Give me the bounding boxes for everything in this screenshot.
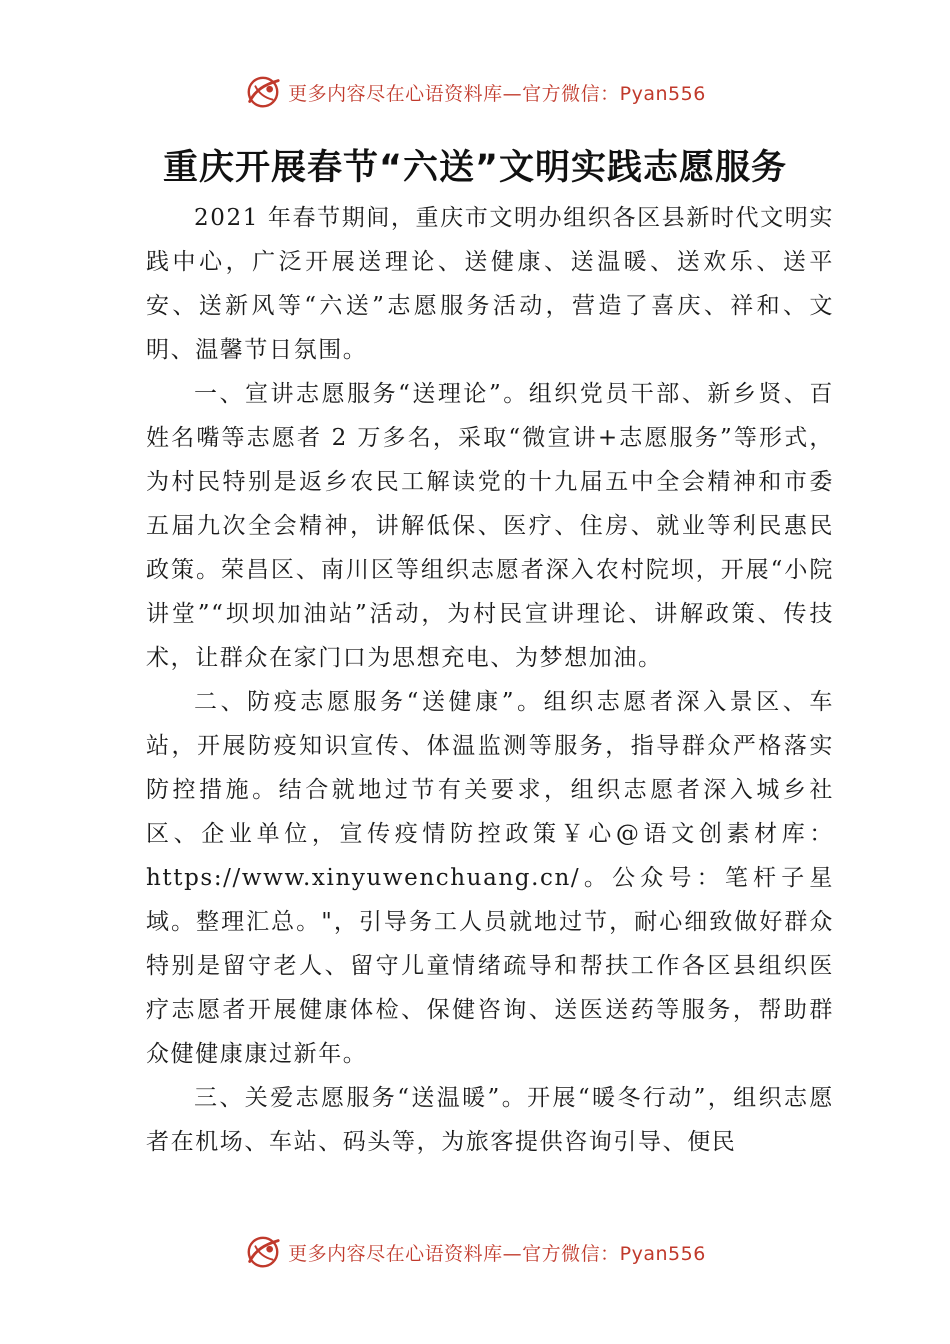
document-body	[146, 196, 834, 1164]
paragraph-section-3: 三、关爱志愿服务“送温暖”。开展“暖冬行动”，组织志愿者在机场、车站、码头等，为旅客提供咨询引导、便民	[146, 1085, 834, 1155]
watermark-text: 更多内容尽在心语资料库—官方微信：Pyan556	[288, 82, 706, 105]
paragraph-intro: 2021 年春节期间，重庆市文明办组织各区县新时代文明实践中心，广泛开展送理论、送健康、送温暖、送欢乐、送平安、送新风等“六送”志愿服务活动，营造了喜庆、祥和、文明、温馨节日氛围。	[146, 205, 834, 363]
logo-icon	[244, 73, 282, 111]
logo-icon	[244, 1233, 282, 1271]
watermark-text: 更多内容尽在心语资料库—官方微信：Pyan556	[288, 1242, 706, 1265]
paragraph-section-1: 一、宣讲志愿服务“送理论”。组织党员干部、新乡贤、百姓名嘴等志愿者 2 万多名，采取“微宣讲+志愿服务”等形式，为村民特别是返乡农民工解读党的十九届五中全会精神和市委五届九次全会精神，讲解低保、医疗、住房、就业等利民惠民政策。荣昌区、南川区等组织志愿者深入农村院坝，开展“小院讲堂”“坝坝加油站”活动，为村民宣讲理论、讲解政策、传技术，让群众在家门口为思想充电、为梦想加油。	[146, 381, 834, 671]
document-title: 重庆开展春节“六送”文明实践志愿服务	[162, 148, 787, 188]
watermark-footer	[0, 1232, 950, 1272]
watermark-header	[0, 72, 950, 112]
paragraph-section-2: 二、防疫志愿服务“送健康”。组织志愿者深入景区、车站，开展防疫知识宣传、体温监测等服务，指导群众严格落实防控措施。结合就地过节有关要求，组织志愿者深入城乡社区、企业单位，宣传疫情防控政策￥心@语文创素材库：https://www.xinyuwenchuang.cn/。公众号：笔杆子星域。整理汇总。"，引导务工人员就地过节，耐心细致做好群众特别是留守老人、留守儿童情绪疏导和帮扶工作各区县组织医疗志愿者开展健康体检、保健咨询、送医送药等服务，帮助群众健健康康过新年。	[146, 689, 834, 1067]
